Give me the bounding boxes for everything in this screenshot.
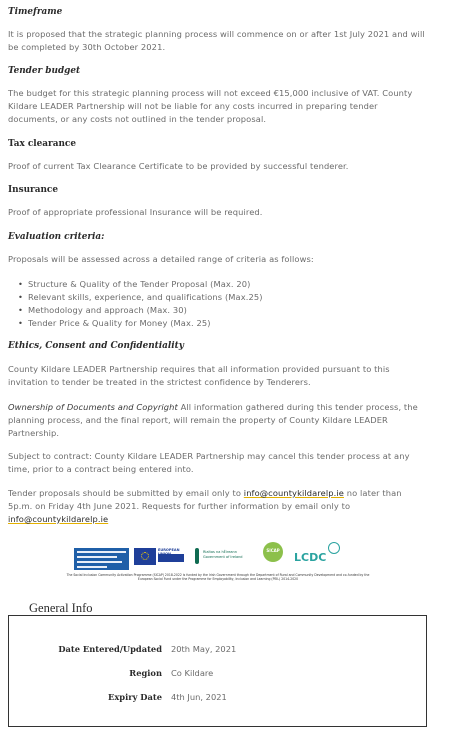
insurance-heading: Insurance: [8, 185, 58, 195]
irish-government-logo: [74, 548, 129, 570]
list-item: • Tender Price & Quality for Money (Max. 25): [28, 317, 428, 330]
date-entered-label: Date Entered/Updated: [58, 644, 162, 654]
list-item: • Methodology and approach (Max. 30): [28, 304, 428, 317]
ethics-text: County Kildare LEADER Partnership requires that all information provided pursuant to this invitation to tender be treated in the strictest confidence by Tenderers.: [8, 364, 390, 387]
tender-budget-heading: Tender budget: [8, 66, 81, 76]
ownership-label: Ownership of Documents and Copyright: [8, 402, 178, 412]
government-of-ireland-logo: [195, 546, 255, 570]
lcdc-logo: [294, 550, 346, 568]
expiry-date-label: Expiry Date: [108, 692, 162, 702]
list-item: • Structure & Quality of the Tender Proposal (Max. 20): [28, 278, 428, 291]
submission-text-end: no later than 5p.m. on Friday 4th June 2021. Requests for further information by email only to: [8, 488, 402, 511]
list-item: • Relevant skills, experience, and qualifications (Max.25): [28, 291, 428, 304]
funding-caption: The Social Inclusion Community Activation Programme (SICAP) 2018-2022 is funded by the Irish Government through the Department of Rural and Community Development and co-funded by the European Social Fund under the Programme for Employability, Inclusion and Learning (PEIL) 2014-2020: [66, 573, 370, 582]
region-value: Co Kildare: [171, 668, 214, 678]
lcdc-text: LCDC: [294, 551, 327, 564]
sicap-logo: [263, 542, 283, 562]
harp-icon: [195, 548, 199, 564]
evaluation-heading: Evaluation criteria:: [8, 232, 105, 242]
timeframe-text: It is proposed that the strategic planning process will commence on or after 1st July 2021 and will be completed by 30th October 2021.: [8, 29, 425, 52]
funding-logos: [66, 542, 370, 588]
region-label: Region: [129, 668, 162, 678]
eu-logo: [134, 548, 186, 570]
submission-paragraph: [8, 487, 426, 526]
submission-text-start: Tender proposals should be submitted by email only to: [8, 488, 244, 498]
insurance-text: Proof of appropriate professional Insurance will be required.: [8, 207, 263, 217]
evaluation-criteria-list: [28, 278, 428, 330]
expiry-date-value: 4th Jun, 2021: [171, 692, 227, 702]
email-link[interactable]: info@countykildarelp.ie: [243, 488, 344, 498]
eu-text: EUROPEAN: [158, 548, 180, 552]
ethics-heading: Ethics, Consent and Confidentiality: [8, 341, 184, 351]
date-entered-value: 20th May, 2021: [171, 644, 237, 654]
evaluation-intro: Proposals will be assessed across a detailed range of criteria as follows:: [8, 254, 314, 264]
tax-clearance-text: Proof of current Tax Clearance Certificate to be provided by successful tenderer.: [8, 161, 349, 171]
lcdc-swirl-icon: [328, 542, 340, 554]
ownership-paragraph: [8, 401, 426, 440]
tender-budget-text: The budget for this strategic planning process will not exceed €15,000 inclusive of VAT. County Kildare LEADER Partnership will not be liable for any costs incurred in preparing tender documents, or any costs not outlined in the tender proposal.: [8, 88, 413, 124]
contract-text: Subject to contract: County Kildare LEADER Partnership may cancel this tender process at any time, prior to a contract being entered into.: [8, 451, 410, 474]
tax-clearance-heading: Tax clearance: [8, 139, 76, 149]
government-text: Rialtas na hÉireann Government of Ireland: [203, 550, 243, 559]
email-link-secondary[interactable]: info@countykildarelp.ie: [8, 514, 109, 524]
ownership-text: All information gathered during this tender process, the planning process, and the final report, will remain the property of County Kildare LEADER Partnership.: [8, 402, 418, 438]
timeframe-heading: Timeframe: [8, 7, 63, 17]
general-info-title: General Info: [22, 602, 100, 615]
eu-flag-icon: [134, 548, 156, 565]
sicap-text: SICAP: [266, 548, 280, 553]
